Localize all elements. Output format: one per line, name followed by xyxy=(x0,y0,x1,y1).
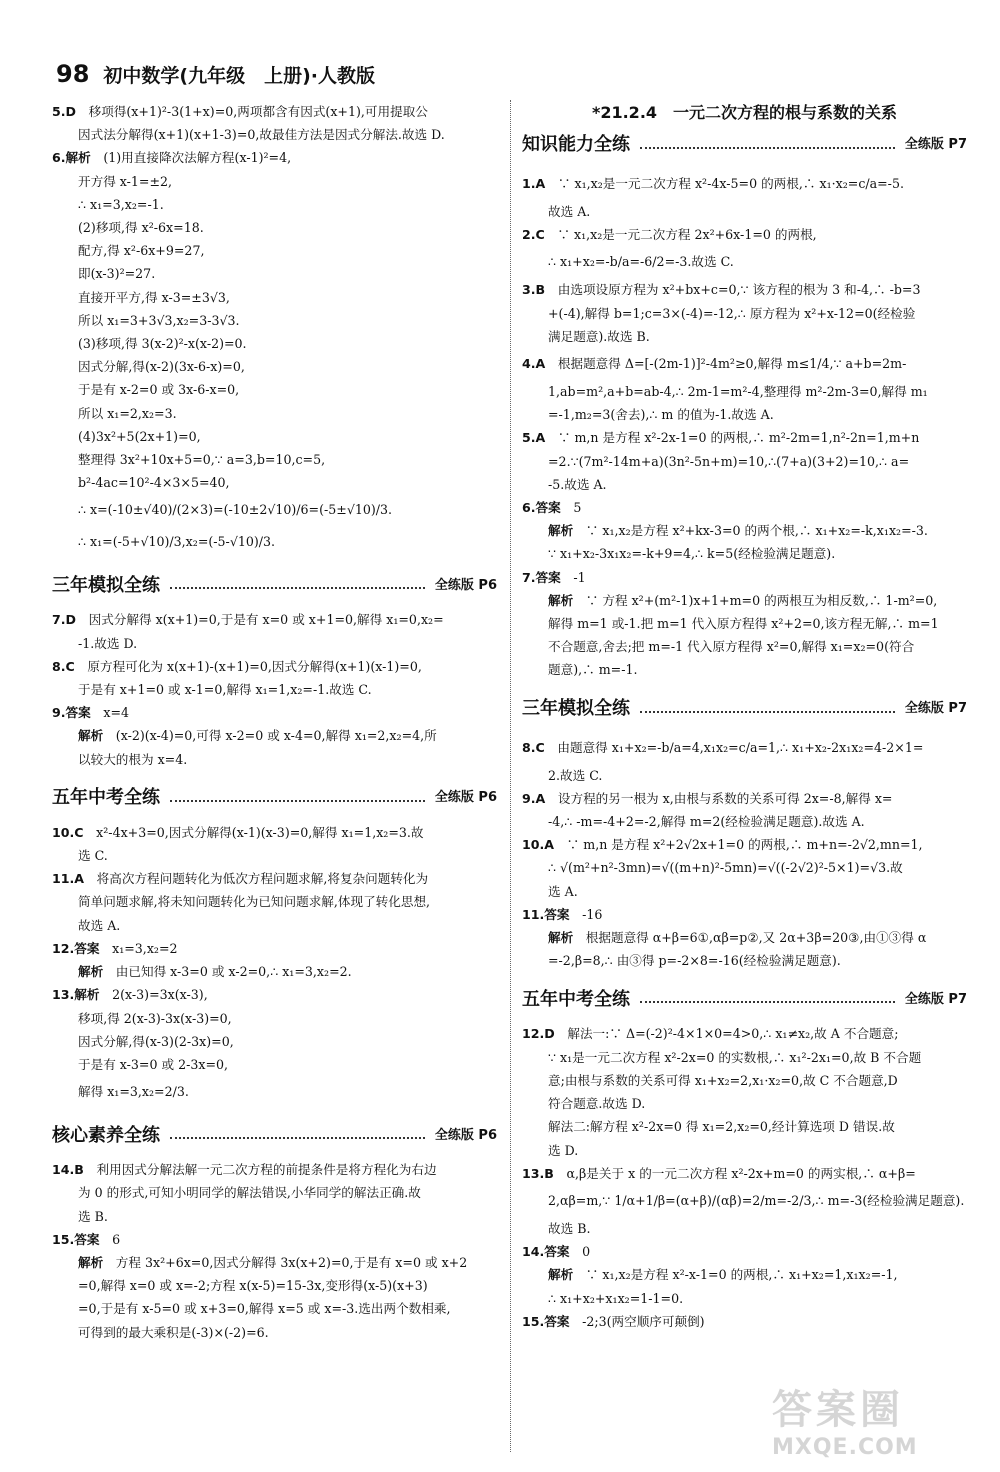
answer-line xyxy=(522,426,967,449)
answer-label: 解析 xyxy=(78,728,104,744)
answer-text: ∵ x₁,x₂是方程 x²-x-1=0 的两根,∴ x₁+x₂=1,x₁x₂=-1, xyxy=(585,1267,898,1283)
answer-line xyxy=(52,748,497,771)
answer-text: 原方程可化为 x(x+1)-(x+1)=0,因式分解得(x+1)(x-1)=0, xyxy=(87,658,422,674)
answer-text: 2(x-3)=3x(x-3), xyxy=(112,987,208,1003)
answer-text: 5 xyxy=(573,500,582,516)
answer-text: ∵ 方程 x²+(m²-1)x+1+m=0 的两根互为相反数,∴ 1-m²=0, xyxy=(585,592,938,608)
answer-text: 根据题意得 Δ=[-(2m-1)]²-4m²≥0,解得 m≤1/4,∵ a+b=2m- xyxy=(557,356,907,372)
dotted-leader xyxy=(640,711,895,713)
answer-line xyxy=(522,1287,967,1310)
section-header xyxy=(52,1120,497,1150)
answer-line xyxy=(522,833,967,856)
dotted-leader xyxy=(170,1137,425,1139)
answer-text: 因式分解,得(x-2)(3x-6-x)=0, xyxy=(78,359,245,375)
answer-line xyxy=(52,914,497,937)
answer-text: 所以 x₁=2,x₂=3. xyxy=(78,405,177,421)
answer-line xyxy=(522,1115,967,1138)
answer-text: -1.故选 D. xyxy=(78,635,138,651)
answer-line xyxy=(522,856,967,879)
answer-line xyxy=(522,325,967,348)
answer-text: -5.故选 A. xyxy=(548,476,607,492)
section-title: 五年中考全练 xyxy=(522,988,630,1010)
answer-text: 选 A. xyxy=(548,883,578,899)
answer-text: 因式分解得 x(x+1)=0,于是有 x=0 或 x+1=0,解得 x₁=0,x₂= xyxy=(88,612,444,628)
answer-line xyxy=(522,1139,967,1162)
answer-line xyxy=(52,100,497,123)
answer-text: ∵ x₁+x₂-3x₁x₂=-k+9=4,∴ k=5(经检验满足题意). xyxy=(548,546,836,562)
answer-line xyxy=(52,1076,497,1108)
answer-text: 6 xyxy=(112,1231,121,1247)
answer-text: 解法一:∵ Δ=(-2)²-4×1×0=4>0,∴ x₁≠x₂,故 A 不合题意; xyxy=(567,1026,899,1042)
answer-label: 12.答案 xyxy=(52,940,100,956)
answer-label: 解析 xyxy=(548,1267,574,1283)
section-ref: 全练版 P6 xyxy=(434,1127,497,1143)
answer-label: 2.C xyxy=(522,227,545,243)
answer-line xyxy=(522,450,967,473)
answer-text: ∴ x₁=3,x₂=-1. xyxy=(78,196,164,212)
answer-text: =-1,m₂=3(舍去),∴ m 的值为-1.故选 A. xyxy=(548,407,774,423)
left-section1-answers xyxy=(52,608,497,770)
answer-text: 0 xyxy=(582,1244,591,1260)
answer-label: 5.D xyxy=(52,104,77,119)
answer-text: (3)移项,得 3(x-2)²-x(x-2)=0. xyxy=(78,336,247,352)
answer-line xyxy=(522,635,967,658)
answer-line xyxy=(522,542,967,565)
left-column xyxy=(52,100,497,1452)
answer-line xyxy=(52,890,497,913)
answer-text: -4,∴ -m=-4+2=-2,解得 m=2(经检验满足题意).故选 A. xyxy=(548,814,865,830)
answer-text: =0,解得 x=0 或 x=-2;方程 x(x-5)=15-3x,变形得(x-5)(x+3) xyxy=(78,1278,428,1294)
answer-line xyxy=(522,764,967,787)
dotted-leader xyxy=(640,1001,895,1003)
section-title: 五年中考全练 xyxy=(52,787,160,809)
answer-text: 由已知得 x-3=0 或 x-2=0,∴ x₁=3,x₂=2. xyxy=(115,964,352,980)
answer-label: 8.C xyxy=(52,658,75,674)
answer-text: ∴ x₁+x₂+x₁x₂=1-1=0. xyxy=(548,1290,684,1306)
answer-text: ∴ x₁+x₂=-b/a=-6/2=-3.故选 C. xyxy=(548,254,734,270)
answer-text: 选 B. xyxy=(78,1208,108,1224)
answer-label: 5.A xyxy=(522,430,546,446)
left-section3-answers xyxy=(52,1158,497,1344)
answer-text: 1,ab=m²,a+b=ab-4,∴ 2m-1=m²-4,整理得 m²-2m-3=0,解得 m₁ xyxy=(548,384,928,400)
section-header xyxy=(52,570,497,600)
answer-line xyxy=(522,810,967,833)
answer-line xyxy=(522,278,967,301)
answer-line xyxy=(522,926,967,949)
answer-label: 解析 xyxy=(78,964,104,980)
dotted-leader xyxy=(170,587,425,589)
answer-text: 方程 3x²+6x=0,因式分解得 3x(x+2)=0,于是有 x=0 或 x+2 xyxy=(115,1254,468,1270)
answer-label: 7.答案 xyxy=(522,569,561,585)
section-header xyxy=(522,130,967,160)
answer-text: (4)3x²+5(2x+1)=0, xyxy=(78,428,201,444)
answer-line xyxy=(52,170,497,193)
answer-line xyxy=(522,473,967,496)
answer-line xyxy=(52,1205,497,1228)
answer-label: 11.答案 xyxy=(522,906,570,922)
right-section1-answers xyxy=(522,732,967,973)
answer-text: ∵ x₁是一元二次方程 x²-2x=0 的实数根,∴ x₁²-2x₁=0,故 B 不合题 xyxy=(548,1049,922,1065)
answer-line xyxy=(52,471,497,494)
answer-text: 配方,得 x²-6x+9=27, xyxy=(78,243,205,259)
answer-text: ∵ m,n 是方程 x²+2√2x+1=0 的两根,∴ m+n=-2√2,mn=1, xyxy=(566,837,923,853)
answer-text: 根据题意得 α+β=6①,αβ=p②,又 2α+3β=20③,由①③得 α xyxy=(585,930,927,946)
answer-text: 由选项设原方程为 x²+bx+c=0,∵ 该方程的根为 3 和-4,∴ -b=3 xyxy=(557,282,921,298)
answer-line xyxy=(52,1321,497,1344)
answer-label: 9.答案 xyxy=(52,705,91,721)
answer-line xyxy=(522,246,967,278)
answer-label: 11.A xyxy=(52,871,85,887)
answer-text: 移项得(x+1)²-3(1+x)=0,两项都含有因式(x+1),可用提取公 xyxy=(88,104,428,119)
watermark-logo xyxy=(772,1378,972,1460)
answer-text: (2)移项,得 x²-6x=18. xyxy=(78,220,204,236)
answer-text: =-2,β=8,∴ 由③得 p=-2×8=-16(经检验满足题意). xyxy=(548,953,841,969)
answer-line xyxy=(52,146,497,169)
answer-label: 10.C xyxy=(52,824,84,840)
section-title: 三年模拟全练 xyxy=(52,574,160,596)
answer-line xyxy=(522,658,967,681)
answer-line xyxy=(522,302,967,325)
answer-line xyxy=(522,380,967,403)
answer-line xyxy=(52,1053,497,1076)
section-ref: 全练版 P7 xyxy=(904,701,967,717)
answer-text: =2.∵(7m²-14m+a)(3n²-5n+m)=10,∴(7+a)(3+2)=10,∴ a= xyxy=(548,453,910,469)
answer-text: 将高次方程问题转化为低次方程问题求解,将复杂问题转化为 xyxy=(96,871,429,887)
answer-line xyxy=(52,1228,497,1251)
answer-line xyxy=(52,1274,497,1297)
answer-line xyxy=(522,949,967,972)
answer-line xyxy=(522,612,967,635)
answer-line xyxy=(52,262,497,285)
answer-label: 10.A xyxy=(522,837,555,853)
answer-line xyxy=(522,1240,967,1263)
section-title: 知识能力全练 xyxy=(522,134,630,156)
answer-label: 4.A xyxy=(522,356,546,372)
answer-text: x=4 xyxy=(103,705,130,721)
answer-text: -1 xyxy=(573,569,586,585)
answer-text: 满足题意).故选 B. xyxy=(548,328,650,344)
left-section2-answers xyxy=(52,821,497,1108)
answer-line xyxy=(522,403,967,426)
answer-label: 8.C xyxy=(522,739,545,755)
answer-text: 因式法分解得(x+1)(x+1-3)=0,故最佳方法是因式分解法.故选 D. xyxy=(78,127,445,143)
answer-label: 解析 xyxy=(548,523,574,539)
answer-line xyxy=(522,880,967,903)
answer-label: 解析 xyxy=(78,1254,104,1270)
answer-line xyxy=(52,1030,497,1053)
answer-line xyxy=(522,519,967,542)
answer-text: 选 D. xyxy=(548,1142,579,1158)
answer-line xyxy=(52,402,497,425)
answer-line xyxy=(52,724,497,747)
answer-label: 15.答案 xyxy=(522,1313,570,1329)
answer-label: 13.B xyxy=(522,1165,554,1181)
answer-line xyxy=(52,821,497,844)
answer-label: 1.A xyxy=(522,176,546,191)
answer-line xyxy=(52,378,497,401)
answer-text: 开方得 x-1=±2, xyxy=(78,173,173,189)
answer-text: ∵ x₁,x₂是一元二次方程 2x²+6x-1=0 的两根, xyxy=(557,227,817,243)
dotted-leader xyxy=(640,147,895,149)
answer-text: (x-2)(x-4)=0,可得 x-2=0 或 x-4=0,解得 x₁=2,x₂=4,所 xyxy=(115,728,437,744)
answer-line xyxy=(52,216,497,239)
answer-text: ∴ x=(-10±√40)/(2×3)=(-10±2√10)/6=(-5±√10)/3. xyxy=(78,502,393,518)
answer-text: 于是有 x+1=0 或 x-1=0,解得 x₁=1,x₂=-1.故选 C. xyxy=(78,682,372,698)
answer-line xyxy=(52,867,497,890)
answer-text: 2.故选 C. xyxy=(548,767,603,783)
answer-line xyxy=(522,1310,967,1333)
answer-line xyxy=(522,200,967,223)
answer-text: 于是有 x-3=0 或 2-3x=0, xyxy=(78,1056,229,1072)
answer-line xyxy=(52,193,497,216)
answer-label: 解析 xyxy=(548,930,574,946)
answer-line xyxy=(522,1069,967,1092)
section-ref: 全练版 P6 xyxy=(434,577,497,593)
answer-text: ∵ m,n 是方程 x²-2x-1=0 的两根,∴ m²-2m=1,n²-2n=1,m+n xyxy=(557,430,920,446)
answer-line xyxy=(52,608,497,631)
answer-line xyxy=(52,1181,497,1204)
answer-label: 6.解析 xyxy=(52,150,91,166)
answer-line xyxy=(522,1046,967,1069)
answer-text: 可得到的最大乘积是(-3)×(-2)=6. xyxy=(78,1324,269,1340)
section-ref: 全练版 P7 xyxy=(904,991,967,1007)
answer-line xyxy=(522,589,967,612)
section-ref: 全练版 P7 xyxy=(904,137,967,153)
answer-line xyxy=(52,960,497,983)
answer-text: 符合题意.故选 D. xyxy=(548,1096,646,1112)
answer-line xyxy=(52,494,497,526)
answer-label: 14.答案 xyxy=(522,1244,570,1260)
answer-text: 题意),∴ m=-1. xyxy=(548,662,638,678)
book-title: 初中数学(九年级 上册)·人教版 xyxy=(103,65,375,87)
answer-text: -2;3(两空顺序可颠倒) xyxy=(582,1313,705,1329)
answer-line xyxy=(52,123,497,146)
answer-text: 整理得 3x²+10x+5=0,∵ a=3,b=10,c=5, xyxy=(78,452,326,468)
answer-text: (1)用直接降次法解方程(x-1)²=4, xyxy=(103,150,292,166)
answer-text: 解法二:解方程 x²-2x=0 得 x₁=2,x₂=0,经计算选项 D 错误.故 xyxy=(548,1119,895,1135)
answer-label: 13.解析 xyxy=(52,987,100,1003)
answer-text: 简单问题求解,将未知问题转化为已知问题求解,体现了转化思想, xyxy=(78,894,431,910)
answer-text: α,β是关于 x 的一元二次方程 x²-2x+m=0 的两实根,∴ α+β= xyxy=(566,1165,916,1181)
column-divider xyxy=(510,100,511,1452)
answer-text: 2,αβ=m,∵ 1/α+1/β=(α+β)/(αβ)=2/m=-2/3,∴ m=-3(经检验满足题意). xyxy=(548,1192,965,1208)
answer-label: 15.答案 xyxy=(52,1231,100,1247)
answer-text: 移项,得 2(x-3)-3x(x-3)=0, xyxy=(78,1010,232,1026)
answer-line xyxy=(522,168,967,200)
answer-line xyxy=(52,678,497,701)
watermark-mark: 答案圈 xyxy=(772,1387,904,1433)
answer-line xyxy=(522,903,967,926)
answer-text: ∵ x₁,x₂是一元二次方程 x²-4x-5=0 的两根,∴ x₁·x₂=c/a=-5. xyxy=(557,176,904,191)
answer-text: -16 xyxy=(582,906,603,922)
answer-line xyxy=(52,1007,497,1030)
page-number: 98 xyxy=(56,60,90,88)
answer-line xyxy=(52,632,497,655)
answer-text: 故选 B. xyxy=(548,1220,591,1236)
answer-line xyxy=(52,655,497,678)
right-column xyxy=(522,100,967,1452)
answer-line xyxy=(52,286,497,309)
answer-line xyxy=(522,496,967,519)
answer-line xyxy=(52,1297,497,1320)
answer-line xyxy=(52,355,497,378)
answer-text: 意;由根与系数的关系可得 x₁+x₂=2,x₁·x₂=0,故 C 不合题意,D xyxy=(548,1072,898,1088)
section-header xyxy=(52,783,497,813)
answer-label: 3.B xyxy=(522,282,546,298)
section-header xyxy=(522,984,967,1014)
answer-text: 解得 m=1 或-1.把 m=1 代入原方程得 x²+2=0,该方程无解,∴ m=1 xyxy=(548,616,939,632)
answer-line xyxy=(52,844,497,867)
answer-line xyxy=(522,1263,967,1286)
answer-line xyxy=(52,448,497,471)
answer-text: =0,于是有 x-5=0 或 x+3=0,解得 x=5 或 x=-3.选出两个数相乘, xyxy=(78,1301,451,1317)
answer-line xyxy=(52,1251,497,1274)
left-top-answers xyxy=(52,100,497,558)
answer-line xyxy=(522,1185,967,1217)
answer-label: 9.A xyxy=(522,790,546,806)
answer-label: 7.D xyxy=(52,612,77,628)
right-section2-answers xyxy=(522,1022,967,1332)
answer-line xyxy=(52,1158,497,1181)
answer-line xyxy=(522,1092,967,1115)
answer-text: b²-4ac=10²-4×3×5=40, xyxy=(78,475,230,491)
answer-text: 直接开平方,得 x-3=±3√3, xyxy=(78,289,230,305)
watermark-url: MXQE.COM xyxy=(772,1435,918,1460)
answer-text: 所以 x₁=3+3√3,x₂=3-3√3. xyxy=(78,312,240,328)
answer-text: 由题意得 x₁+x₂=-b/a=4,x₁x₂=c/a=1,∴ x₁+x₂-2x₁x₂=4-2×1= xyxy=(557,739,924,755)
answer-label: 14.B xyxy=(52,1162,84,1178)
answer-label: 12.D xyxy=(522,1026,555,1042)
answer-line xyxy=(52,332,497,355)
answer-text: 解得 x₁=3,x₂=2/3. xyxy=(78,1084,189,1100)
answer-line xyxy=(52,239,497,262)
answer-line xyxy=(522,223,967,246)
answer-text: 选 C. xyxy=(78,848,108,864)
answer-line xyxy=(522,787,967,810)
chapter-title: *21.2.4 一元二次方程的根与系数的关系 xyxy=(591,103,898,122)
answer-text: 即(x-3)²=27. xyxy=(78,266,156,282)
answer-text: x₁=3,x₂=2 xyxy=(112,940,178,956)
answer-text: 设方程的另一根为 x,由根与系数的关系可得 2x=-8,解得 x= xyxy=(557,790,893,806)
answer-text: 于是有 x-2=0 或 3x-6-x=0, xyxy=(78,382,240,398)
answer-text: 因式分解,得(x-3)(2-3x)=0, xyxy=(78,1033,234,1049)
answer-line xyxy=(522,1162,967,1185)
answer-text: ∴ x₁=(-5+√10)/3,x₂=(-5-√10)/3. xyxy=(78,534,276,550)
answer-text: ∴ √(m²+n²-3mn)=√((m+n)²-5mn)=√((-2√2)²-5×1)=√3.故 xyxy=(548,860,903,876)
answer-line xyxy=(522,732,967,764)
answer-line xyxy=(522,348,967,380)
page-header xyxy=(56,60,375,90)
answer-text: 为 0 的形式,可知小明同学的解法错误,小华同学的解法正确.故 xyxy=(78,1185,421,1201)
answer-line xyxy=(522,1022,967,1045)
answer-text: ∵ x₁,x₂是方程 x²+kx-3=0 的两个根,∴ x₁+x₂=-k,x₁x₂=-3. xyxy=(585,523,928,539)
answer-text: 以较大的根为 x=4. xyxy=(78,751,188,767)
answer-line xyxy=(52,309,497,332)
answer-text: 不合题意,舍去;把 m=-1 代入原方程得 x²=0,解得 x₁=x₂=0(符合 xyxy=(548,639,915,655)
answer-label: 6.答案 xyxy=(522,500,561,516)
answer-text: 故选 A. xyxy=(78,917,121,933)
answer-line xyxy=(52,526,497,558)
answer-text: x²-4x+3=0,因式分解得(x-1)(x-3)=0,解得 x₁=1,x₂=3.故 xyxy=(96,824,424,840)
answer-text: 利用因式分解法解一元二次方程的前提条件是将方程化为右边 xyxy=(96,1162,437,1178)
section-ref: 全练版 P6 xyxy=(434,790,497,806)
answer-text: 故选 A. xyxy=(548,204,591,219)
answer-label: 解析 xyxy=(548,592,574,608)
answer-line xyxy=(522,1217,967,1240)
section-title: 三年模拟全练 xyxy=(522,698,630,720)
answer-line xyxy=(522,566,967,589)
section-title: 核心素养全练 xyxy=(52,1124,160,1146)
answer-line xyxy=(52,983,497,1006)
answer-line xyxy=(52,937,497,960)
answer-text: +(-4),解得 b=1;c=3×(-4)=-12,∴ 原方程为 x²+x-12=0(经检验 xyxy=(548,305,916,321)
section-header xyxy=(522,694,967,724)
answer-line xyxy=(52,701,497,724)
dotted-leader xyxy=(170,800,425,802)
answer-line xyxy=(52,425,497,448)
right-section0-answers xyxy=(522,168,967,682)
